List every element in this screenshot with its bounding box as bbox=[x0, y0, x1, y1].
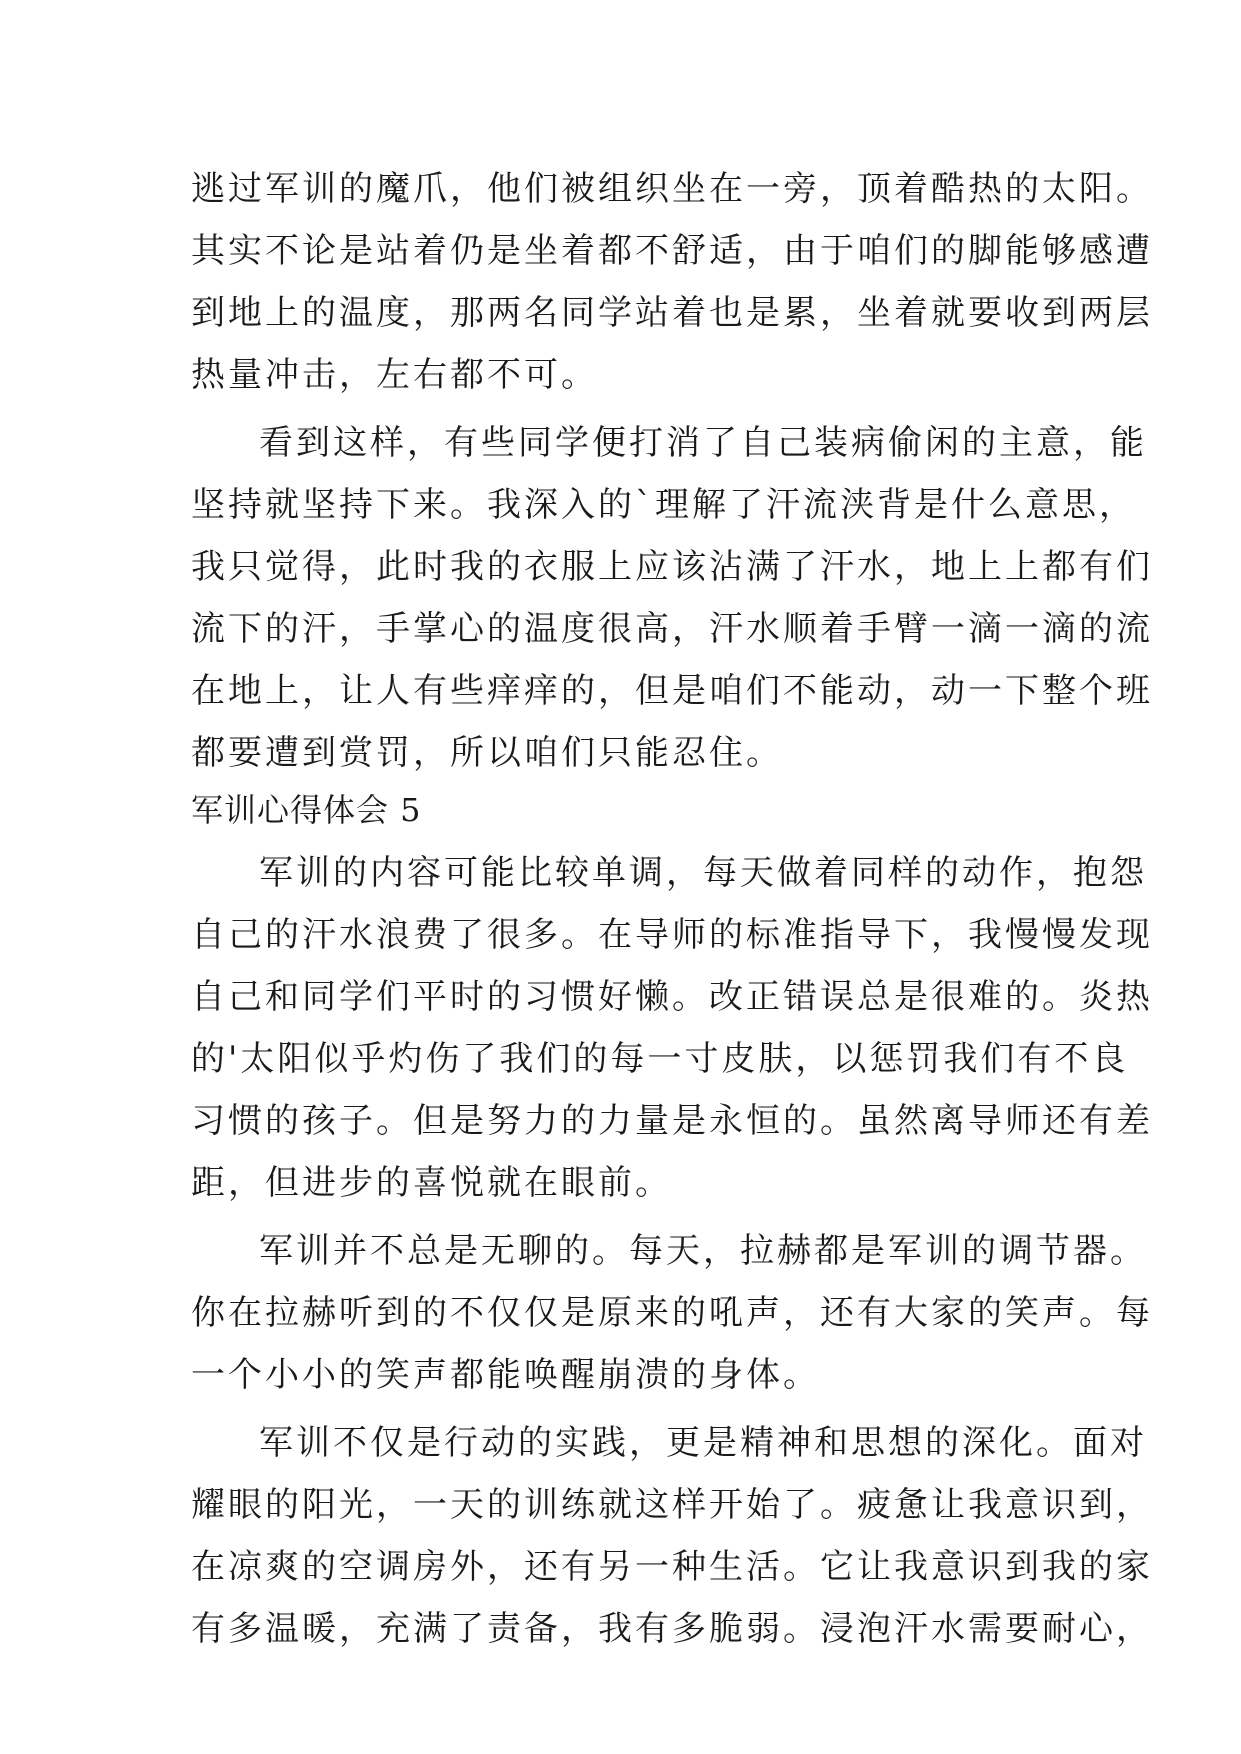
paragraph bbox=[191, 1220, 1153, 1406]
text-line: 的'太阳似乎灼伤了我们的每一寸皮肤，以惩罚我们有不良 bbox=[191, 1039, 1129, 1079]
text-line: 我只觉得，此时我的衣服上应该沾满了汗水，地上上都有们 bbox=[191, 547, 1153, 587]
text-line: 在地上，让人有些痒痒的，但是咱们不能动，动一下整个班 bbox=[191, 671, 1153, 711]
text-line: 距，但进步的喜悦就在眼前。 bbox=[191, 1163, 672, 1203]
text-line: 军训并不总是无聊的。每天，拉赫都是军训的调节器。 bbox=[259, 1231, 1147, 1271]
text-line: 有多温暖，充满了责备，我有多脆弱。浸泡汗水需要耐心， bbox=[191, 1609, 1153, 1649]
text-line: 习惯的孩子。但是努力的力量是永恒的。虽然离导师还有差 bbox=[191, 1101, 1153, 1141]
text-line: 一个小小的笑声都能唤醒崩溃的身体。 bbox=[191, 1355, 820, 1395]
text-line: 自己的汗水浪费了很多。在导师的标准指导下，我慢慢发现 bbox=[191, 915, 1153, 955]
section-heading: 军训心得体会 5 bbox=[191, 791, 422, 829]
text-line: 逃过军训的魔爪，他们被组织坐在一旁，顶着酷热的太阳。 bbox=[191, 169, 1153, 209]
text-line: 军训不仅是行动的实践，更是精神和思想的深化。面对 bbox=[259, 1423, 1147, 1463]
text-line: 看到这样，有些同学便打消了自己装病偷闲的主意，能 bbox=[259, 423, 1147, 463]
text-line: 军训的内容可能比较单调，每天做着同样的动作，抱怨 bbox=[259, 853, 1147, 893]
text-line: 在凉爽的空调房外，还有另一种生活。它让我意识到我的家 bbox=[191, 1547, 1153, 1587]
text-line: 到地上的温度，那两名同学站着也是累，坐着就要收到两层 bbox=[191, 293, 1153, 333]
text-line: 你在拉赫听到的不仅仅是原来的吼声，还有大家的笑声。每 bbox=[191, 1293, 1153, 1333]
paragraph bbox=[191, 412, 1153, 784]
text-line: 其实不论是站着仍是坐着都不舒适，由于咱们的脚能够感遭 bbox=[191, 231, 1153, 271]
text-line: 坚持就坚持下来。我深入的`理解了汗流浃背是什么意思， bbox=[191, 485, 1136, 525]
text-line: 都要遭到赏罚，所以咱们只能忍住。 bbox=[191, 733, 783, 773]
text-line: 流下的汗，手掌心的温度很高，汗水顺着手臂一滴一滴的流 bbox=[191, 609, 1153, 649]
text-line: 热量冲击，左右都不可。 bbox=[191, 355, 598, 395]
paragraph bbox=[191, 1412, 1153, 1660]
document-body bbox=[191, 158, 1153, 1660]
paragraph-continued bbox=[191, 158, 1153, 406]
text-line: 耀眼的阳光，一天的训练就这样开始了。疲惫让我意识到， bbox=[191, 1485, 1153, 1525]
text-line: 自己和同学们平时的习惯好懒。改正错误总是很难的。炎热 bbox=[191, 977, 1153, 1017]
paragraph bbox=[191, 842, 1153, 1214]
